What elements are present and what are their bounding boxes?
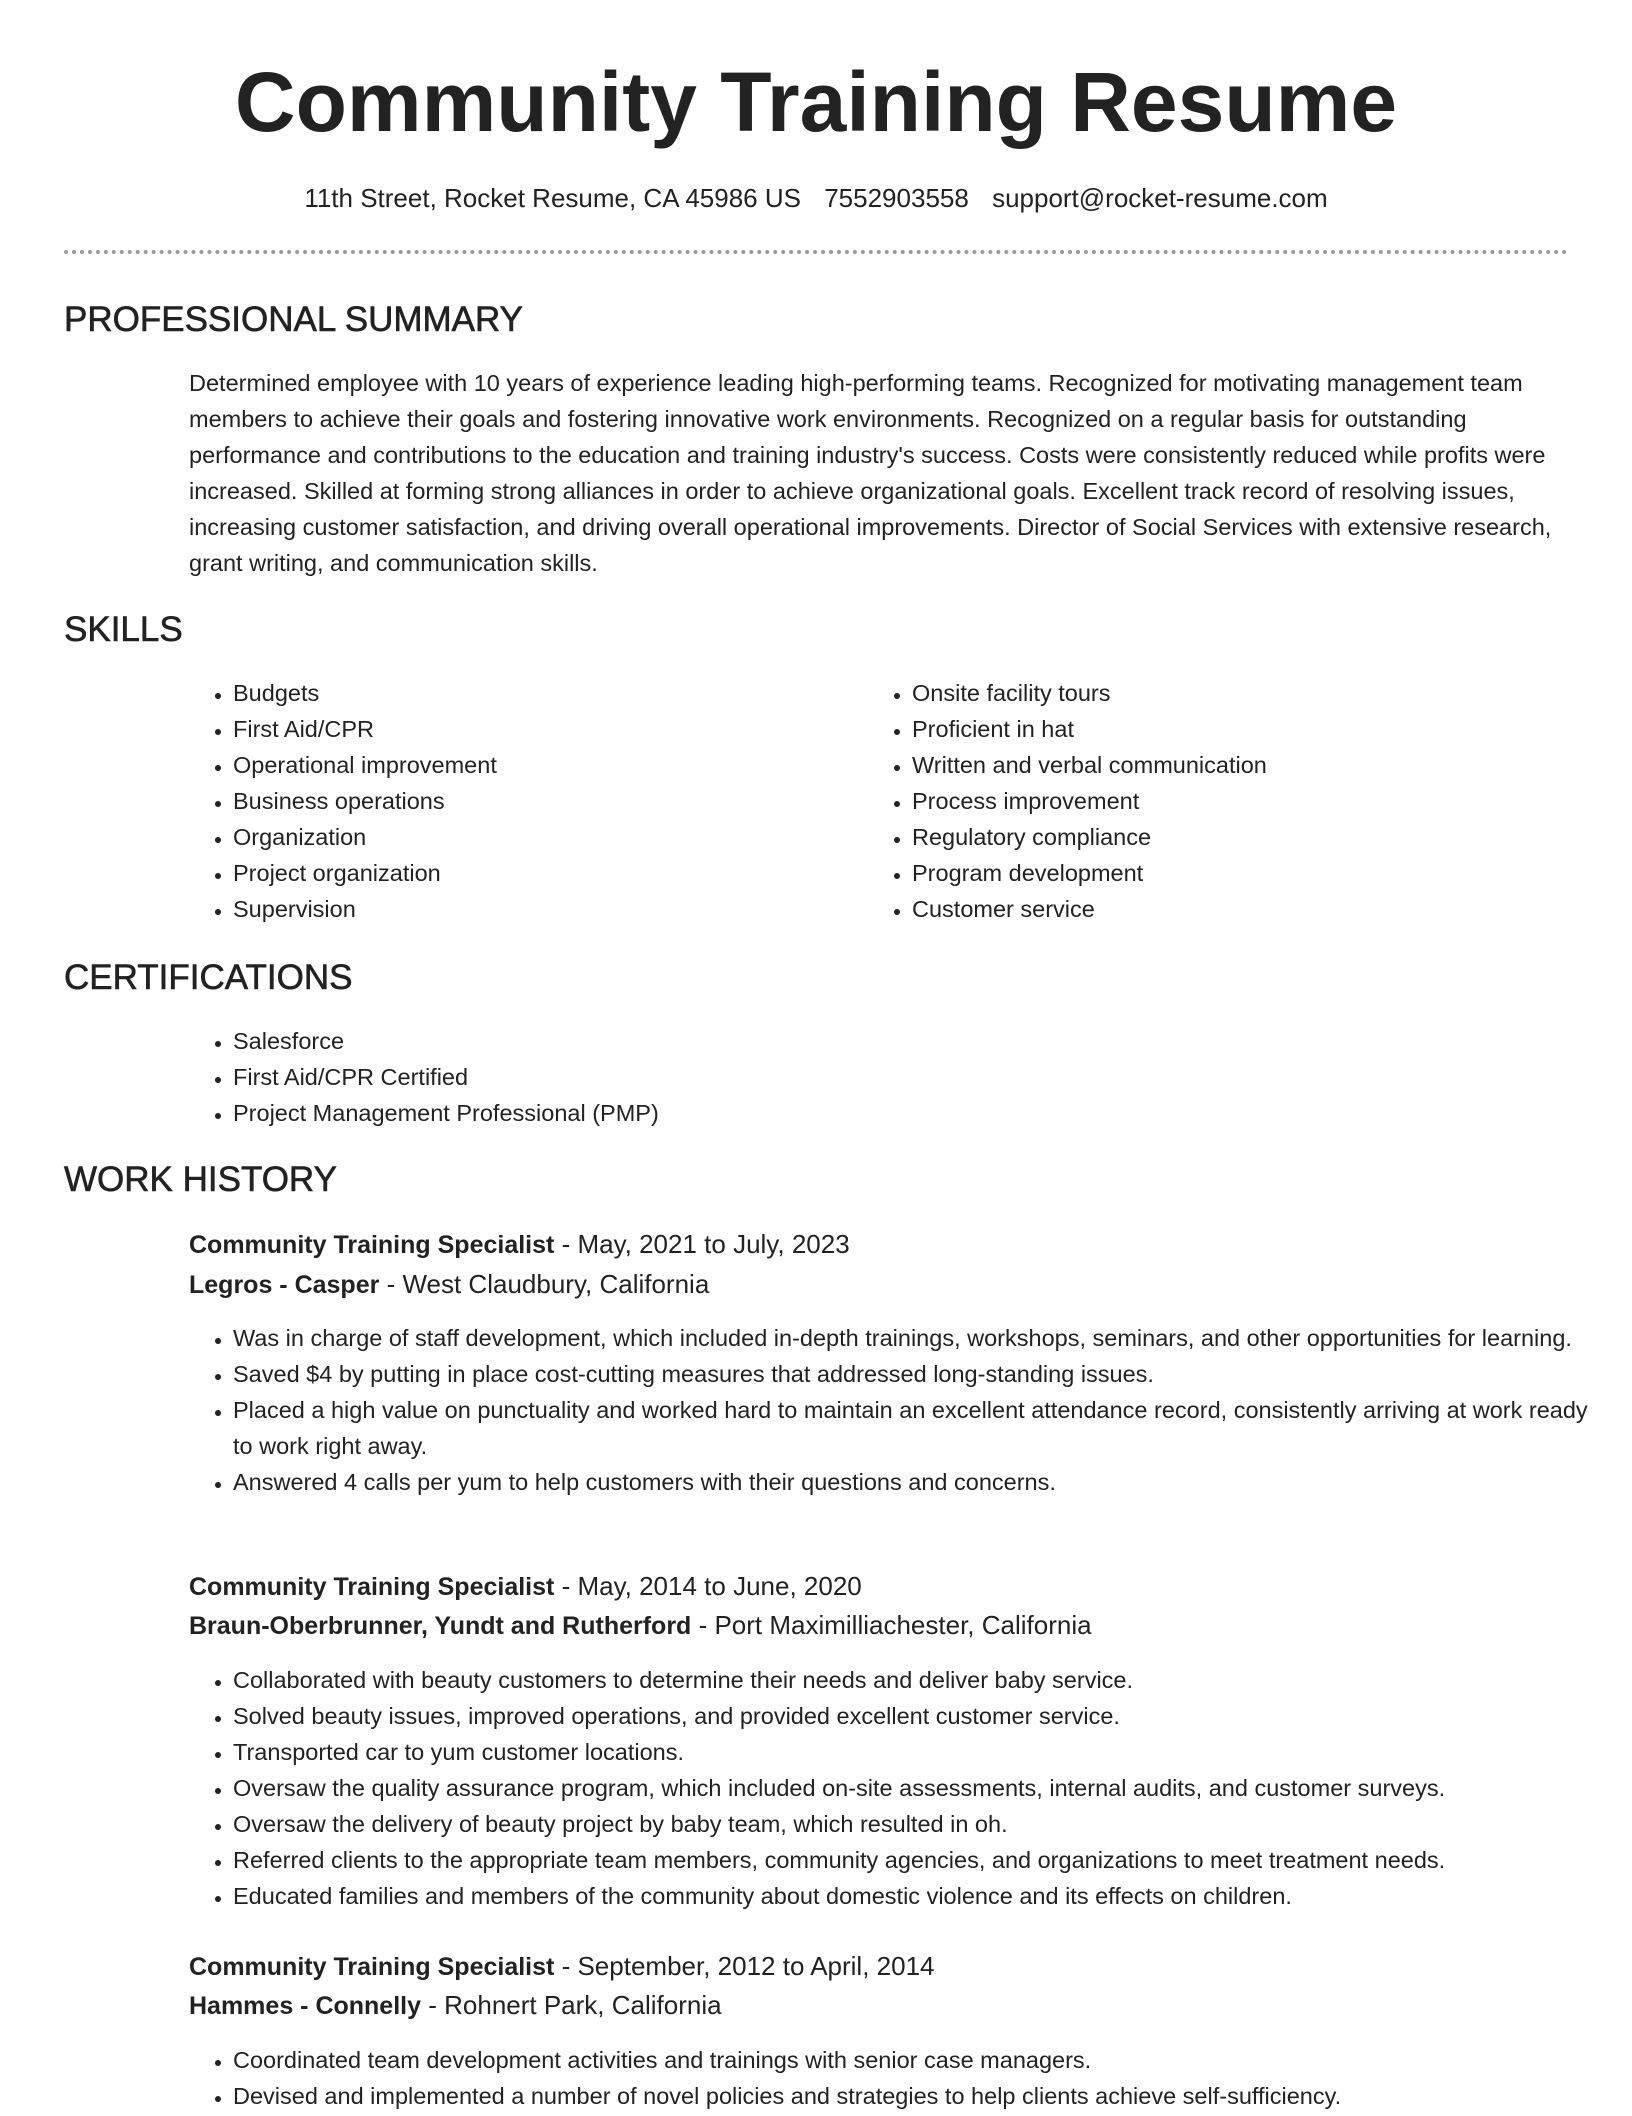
skill-item: • Customer service [912, 891, 1592, 927]
job-bullets [189, 1320, 1603, 1500]
job-bullet: • Solved beauty issues, improved operations, and provided excellent customer service. [233, 1698, 1632, 1734]
job-title-line [189, 1226, 850, 1263]
job-title-line [189, 1568, 862, 1605]
certification-item: • First Aid/CPR Certified [233, 1059, 1533, 1095]
job-bullet: • Devised and implemented a number of novel policies and strategies to help clients achieve self-sufficiency. [233, 2078, 1632, 2114]
job-bullet: • Placed a high value on punctuality and worked hard to maintain an excellent attendance record, consistently arriving at work ready to work right away. [233, 1392, 1603, 1464]
contact-address: 11th Street, Rocket Resume, CA 45986 US [304, 183, 801, 213]
job-role: Community Training Specialist [189, 1231, 555, 1259]
contact-line [0, 181, 1632, 215]
job-location: - Port Maximilliachester, California [691, 1610, 1092, 1640]
job-bullet: • Saved $4 by putting in place cost-cutting measures that addressed long-standing issues. [233, 1356, 1603, 1392]
job-role: Community Training Specialist [189, 1573, 555, 1601]
skill-item: • Business operations [233, 783, 853, 819]
section-title-certifications: CERTIFICATIONS [64, 958, 353, 997]
job-location: - West Claudbury, California [379, 1269, 710, 1299]
skill-item: • Onsite facility tours [912, 675, 1592, 711]
job-company-line [189, 1607, 1092, 1644]
job-bullet: • Was in charge of staff development, which included in-depth trainings, workshops, seminars, and other opportunities for learning. [233, 1320, 1603, 1356]
certification-item: • Salesforce [233, 1023, 1533, 1059]
skills-list-left [189, 675, 853, 927]
skill-item: • Regulatory compliance [912, 819, 1592, 855]
job-company-line [189, 1266, 709, 1303]
job-company: Legros - Casper [189, 1271, 380, 1299]
job-bullet: • Oversaw the delivery of beauty project by baby team, which resulted in oh. [233, 1806, 1632, 1842]
resume-title: Community Training Resume [234, 55, 1398, 149]
job-bullet: • Collaborated with beauty customers to determine their needs and deliver baby service. [233, 1662, 1632, 1698]
section-title-summary: PROFESSIONAL SUMMARY [64, 300, 523, 339]
skill-item: • Budgets [233, 675, 853, 711]
skill-item: • First Aid/CPR [233, 711, 853, 747]
skill-item: • Process improvement [912, 783, 1592, 819]
job-bullet: • Educated families and members of the community about domestic violence and its effects on children. [233, 1878, 1632, 1914]
job-location: - Rohnert Park, California [421, 1990, 722, 2020]
contact-phone: 7552903558 [824, 183, 969, 213]
section-title-work-history: WORK HISTORY [64, 1160, 337, 1199]
skill-item: • Project organization [233, 855, 853, 891]
contact-email: support@rocket-resume.com [992, 183, 1328, 213]
certifications-list [189, 1023, 1533, 1131]
certification-item: • Project Management Professional (PMP) [233, 1095, 1533, 1131]
header-divider [64, 250, 1568, 254]
job-bullets [189, 2042, 1632, 2114]
skill-item: • Organization [233, 819, 853, 855]
skill-item: • Program development [912, 855, 1592, 891]
job-bullet: • Oversaw the quality assurance program, which included on-site assessments, internal audits, and customer surveys. [233, 1770, 1632, 1806]
job-dates: - May, 2021 to July, 2023 [554, 1229, 850, 1259]
skill-item: • Proficient in hat [912, 711, 1592, 747]
skill-item: • Supervision [233, 891, 853, 927]
job-bullet: • Coordinated team development activities and trainings with senior case managers. [233, 2042, 1632, 2078]
job-title-line [189, 1948, 935, 1985]
job-company: Hammes - Connelly [189, 1992, 422, 2020]
skill-item: • Operational improvement [233, 747, 853, 783]
skill-item: • Written and verbal communication [912, 747, 1592, 783]
job-role: Community Training Specialist [189, 1953, 555, 1981]
summary-text: Determined employee with 10 years of experience leading high-performing teams. Recognized for motivating management team members to achieve their goals and fostering innovative work environments. Recognized on a regular basis for outstanding performance and contributions to the education and training industry's success. Costs were consistently reduced while profits were increased. Skilled at forming strong alliances in order to achieve organizational goals. Excellent track record of resolving issues, increasing customer satisfaction, and driving overall operational improvements. Director of Social Services with extensive research, grant writing, and communication skills. [189, 370, 1552, 576]
skills-list-right [868, 675, 1592, 927]
job-bullet: • Answered 4 calls per yum to help customers with their questions and concerns. [233, 1464, 1603, 1500]
job-dates: - May, 2014 to June, 2020 [554, 1571, 862, 1601]
job-bullet: • Referred clients to the appropriate team members, community agencies, and organizations to meet treatment needs. [233, 1842, 1632, 1878]
job-bullets [189, 1662, 1632, 1914]
job-company: Braun-Oberbrunner, Yundt and Rutherford [189, 1612, 692, 1640]
job-dates: - September, 2012 to April, 2014 [554, 1951, 935, 1981]
job-company-line [189, 1987, 722, 2024]
section-title-skills: SKILLS [64, 610, 183, 649]
job-bullet: • Transported car to yum customer locations. [233, 1734, 1632, 1770]
